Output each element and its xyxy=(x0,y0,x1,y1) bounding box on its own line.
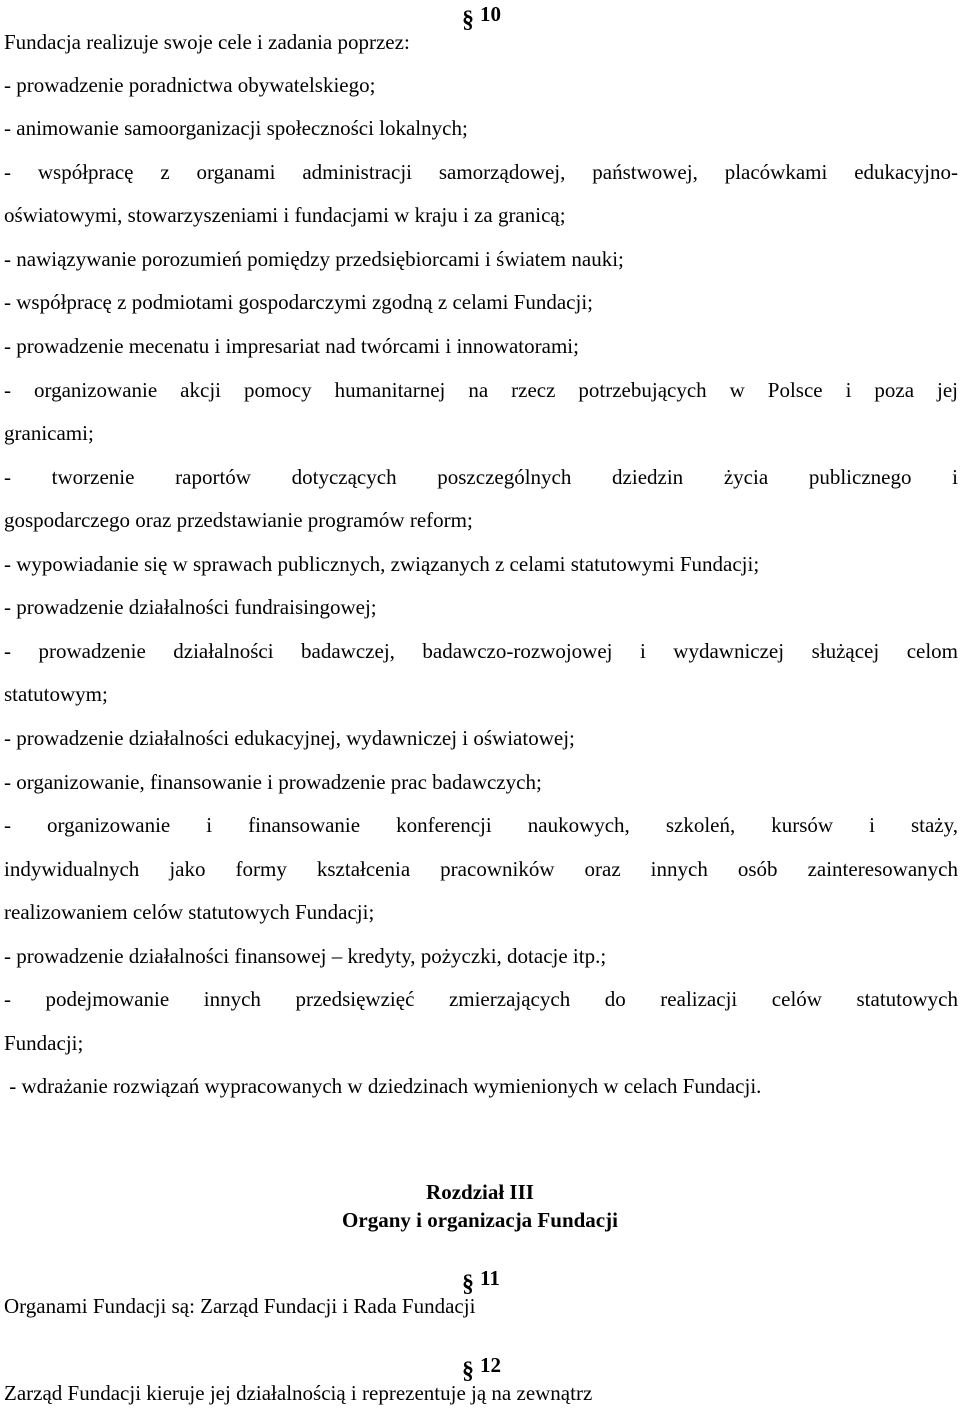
list-item: - prowadzenie działalności edukacyjnej, wydawniczej i oświatowej; xyxy=(4,726,575,750)
list-item: - wypowiadanie się w sprawach publicznych, związanych z celami statutowymi Fundacji; xyxy=(4,552,760,576)
section-symbol: § xyxy=(462,1358,474,1384)
section-number: 10 xyxy=(480,2,501,26)
chapter-title: Rozdział III xyxy=(426,1180,534,1204)
list-item-continuation: Fundacji; xyxy=(4,1031,84,1055)
section-11-heading xyxy=(462,1264,500,1297)
list-item: - animowanie samoorganizacji społeczności lokalnych; xyxy=(4,116,468,140)
section-number: 12 xyxy=(480,1353,501,1377)
list-item: - organizowanie akcji pomocy humanitarnej na rzecz potrzebujących w Polsce i poza jej xyxy=(4,378,958,402)
list-item: - prowadzenie działalności finansowej – kredyty, pożyczki, dotacje itp.; xyxy=(4,944,607,968)
list-item: - współpracę z podmiotami gospodarczymi zgodną z celami Fundacji; xyxy=(4,290,593,314)
list-item: - współpracę z organami administracji samorządowej, państwowej, placówkami edukacyjno- xyxy=(4,160,958,184)
list-item: - nawiązywanie porozumień pomiędzy przedsiębiorcami i światem nauki; xyxy=(4,247,624,271)
section-12-text: Zarząd Fundacji kieruje jej działalnością i reprezentuje ją na zewnątrz xyxy=(4,1381,593,1405)
list-item-continuation: statutowym; xyxy=(4,682,108,706)
section-symbol: § xyxy=(462,1271,474,1297)
list-item: - organizowanie i finansowanie konferencji naukowych, szkoleń, kursów i staży, xyxy=(4,813,958,837)
section-symbol: § xyxy=(462,7,474,33)
list-item-continuation: realizowaniem celów statutowych Fundacji; xyxy=(4,900,375,924)
section-number: 11 xyxy=(480,1266,500,1290)
list-item: - prowadzenie działalności badawczej, badawczo-rozwojowej i wydawniczej służącej celom xyxy=(4,639,958,663)
section-12-heading xyxy=(462,1351,501,1384)
list-item: - podejmowanie innych przedsięwzięć zmierzających do realizacji celów statutowych xyxy=(4,987,958,1011)
intro-text: Fundacja realizuje swoje cele i zadania poprzez: xyxy=(4,30,410,54)
section-10-heading xyxy=(462,0,501,33)
list-item: - tworzenie raportów dotyczących poszczególnych dziedzin życia publicznego i xyxy=(4,465,958,489)
list-item-continuation: granicami; xyxy=(4,421,94,445)
list-item-continuation: oświatowymi, stowarzyszeniami i fundacjami w kraju i za granicą; xyxy=(4,203,566,227)
list-item: - wdrażanie rozwiązań wypracowanych w dziedzinach wymienionych w celach Fundacji. xyxy=(4,1074,762,1098)
list-item-continuation: gospodarczego oraz przedstawianie programów reform; xyxy=(4,508,473,532)
section-11-text: Organami Fundacji są: Zarząd Fundacji i Rada Fundacji xyxy=(4,1294,476,1318)
list-item: - prowadzenie działalności fundraisingowej; xyxy=(4,595,377,619)
list-item: - organizowanie, finansowanie i prowadzenie prac badawczych; xyxy=(4,770,542,794)
list-item: - prowadzenie poradnictwa obywatelskiego; xyxy=(4,73,376,97)
chapter-subtitle: Organy i organizacja Fundacji xyxy=(342,1208,618,1232)
list-item-continuation: indywidualnych jako formy kształcenia pracowników oraz innych osób zainteresowanych xyxy=(4,857,958,881)
list-item: - prowadzenie mecenatu i impresariat nad twórcami i innowatorami; xyxy=(4,334,579,358)
